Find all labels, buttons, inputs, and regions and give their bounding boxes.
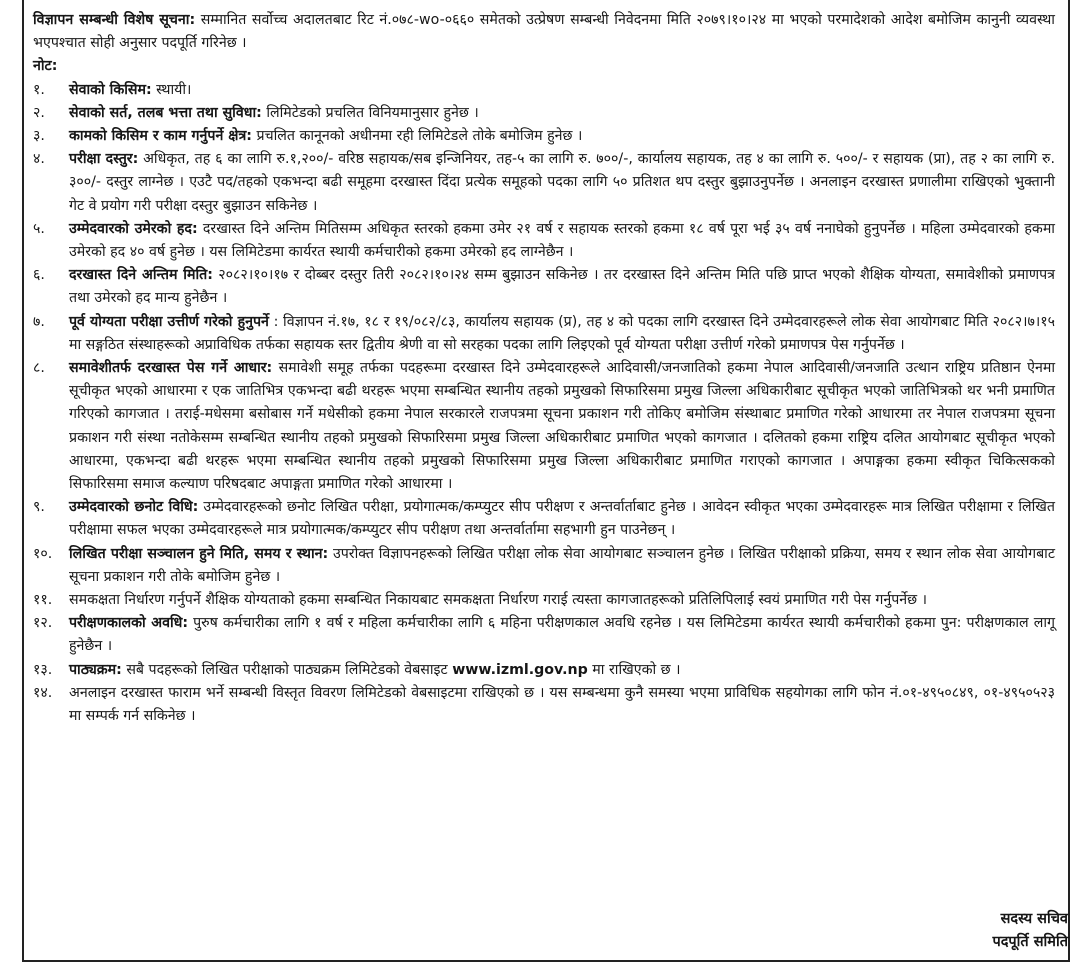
note-item-10 [33, 543, 1055, 589]
item-text: लिमिटेडको प्रचलित विनियमानुसार हुनेछ । [261, 104, 479, 121]
signature-block [993, 908, 1069, 954]
item-number: ५. [33, 220, 45, 237]
item-heading: उम्मेदवारको छनोट विधि: [69, 499, 199, 516]
note-item-4 [33, 148, 1055, 218]
note-label: नोट: [33, 58, 58, 75]
item-heading: उम्मेदवारको उमेरको हद: [69, 220, 198, 237]
item-heading: सेवाको किसिम: [69, 81, 152, 98]
item-number: ७. [33, 313, 45, 330]
item-number: ११. [33, 592, 53, 609]
note-item-11 [33, 589, 1055, 612]
signature-title: सदस्य सचिव [1000, 911, 1068, 927]
note-item-3 [33, 125, 1055, 148]
item-text: उम्मेदवारहरूको छनोट लिखित परीक्षा, प्रयोगात्मक/कम्प्युटर सीप परीक्षण र अन्तर्वार्ताबाट हुनेछ । आवेदन स्वीकृत भएका उम्मेदवारहरू मात्र लिखित परीक्षामा र लिखित परीक्षामा सफल भएका उम्मेदवारहरूले मात्र प्रयोगात्मक/कम्प्युटर सीप परीक्षण तथा अन्तर्वार्तामा सहभागी हुन पाउनेछन् । [69, 499, 1056, 539]
item-heading: कामको किसिम र काम गर्नुपर्ने क्षेत्र: [69, 128, 252, 145]
signature-committee: पदपूर्ति समिति [992, 934, 1068, 950]
note-item-1 [33, 79, 1055, 102]
item-text: दरखास्त दिने अन्तिम मितिसम्म अधिकृत स्तरको हकमा उमेर २१ वर्ष र सहायक स्तरको हकमा १८ वर्ष पूरा भई ३५ वर्ष ननाघेको हुनुपर्नेछ । महिला उम्मेदवारको हकमा उमेरको हद ४० वर्ष हुनेछ । यस लिमिटेडमा कार्यरत स्थायी कर्मचारीको हकमा उमेरको हद लाग्नेछैन । [69, 220, 1055, 261]
note-item-12 [33, 612, 1055, 658]
notice-body [33, 9, 1055, 728]
item-heading: लिखित परीक्षा सञ्चालन हुने मिति, समय र स्थान: [69, 545, 329, 562]
item-heading: दरखास्त दिने अन्तिम मिति: [69, 267, 213, 284]
special-notice-paragraph [33, 9, 1055, 55]
note-item-13 [33, 659, 1055, 682]
item-number: १. [33, 81, 45, 98]
item-text: पुरुष कर्मचारीका लागि १ वर्ष र महिला कर्मचारीका लागि ६ महिना परीक्षणकाल अवधि रहनेछ । यस लिमिटेडमा कार्यरत स्थायी कर्मचारीको हकमा पुन: परीक्षणकाल लागू हुनेछैन । [69, 615, 1055, 655]
item-heading: परीक्षा दस्तुर: [69, 151, 139, 168]
item-heading: परीक्षणकालको अवधि: [69, 615, 189, 632]
item-number: २. [33, 104, 45, 121]
item-number: ९. [33, 499, 45, 516]
item-number: ८. [33, 360, 45, 377]
note-list [33, 79, 1055, 729]
item-heading: पूर्व योग्यता परीक्षा उत्तीर्ण गरेको हुनुपर्ने [69, 313, 269, 330]
note-item-14 [33, 682, 1055, 728]
special-notice-text: सम्मानित सर्वोच्च अदालतबाट रिट नं.०७८-wo-०६६० समेतको उत्प्रेषण सम्बन्धी निवेदनमा मिति २०७९।१०।२४ मा भएको परमादेशको आदेश बमोजिम कानुनी व्यवस्था भएपश्चात सोही अनुसार पदपूर्ति गरिनेछ । [33, 12, 1055, 52]
item-text: समकक्षता निर्धारण गर्नुपर्ने शैक्षिक योग्यताको हकमा सम्बन्धित निकायबाट समकक्षता निर्धारण गराई त्यस्ता कागजातहरूको प्रतिलिपिलाई स्वयं प्रमाणित गरी पेस गर्नुपर्नेछ । [69, 592, 927, 609]
note-item-2 [33, 102, 1055, 125]
special-notice-heading: विज्ञापन सम्बन्धी विशेष सूचना: [33, 12, 196, 28]
item-number: १४. [33, 684, 53, 701]
item-heading: पाठ्यक्रम: [69, 661, 122, 678]
item-text: अनलाइन दरखास्त फाराम भर्ने सम्बन्धी विस्तृत विवरण लिमिटेडको वेबसाइटमा राखिएको छ । यस सम्बन्धमा कुनै समस्या भएमा प्राविधिक सहयोगका लागि फोन नं.०१-४९५०८४९, ०१-४९५०५२३ मा सम्पर्क गर्न सकिनेछ । [69, 684, 1055, 725]
item-text: अधिकृत, तह ६ का लागि रु.१,२००/- वरिष्ठ सहायक/सब इन्जिनियर, तह-५ का लागि रु. ७००/-, कार्यालय सहायक, तह ४ का लागि रु. ५००/- र सहायक (प्रा), तह २ का लागि रु. ३००/- दस्तुर लाग्नेछ । एउटै पद/तहको एकभन्दा बढी समूहमा दरखास्त दिंदा प्रत्येक समूहको पदका लागि ५० प्रतिशत थप दस्तुर बुझाउनुपर्नेछ । अनलाइन दरखास्त प्रणालीमा राखिएको भुक्तानी गेट वे प्रयोग गरी परीक्षा दस्तुर बुझाउन सकिनेछ । [69, 151, 1055, 214]
item-number: १२. [33, 615, 53, 632]
note-item-6 [33, 264, 1055, 310]
item-text: २०८२।१०।१७ र दोब्बर दस्तुर तिरी २०८२।१०।२४ सम्म बुझाउन सकिनेछ । तर दरखास्त दिने अन्तिम मिति पछि प्राप्त भएको शैक्षिक योग्यता, समावेशीको प्रमाणपत्र तथा उमेरको हद मान्य हुनेछैन । [69, 267, 1055, 307]
note-item-9 [33, 496, 1055, 542]
item-number: ४. [33, 151, 45, 168]
item-text: उपरोक्त विज्ञापनहरूको लिखित परीक्षा लोक सेवा आयोगबाट सञ्चालन हुनेछ । लिखित परीक्षाको प्रक्रिया, समय र स्थान लोक सेवा आयोगबाट सूचना प्रकाशन गरी तोके बमोजिम हुनेछ । [69, 545, 1055, 585]
item-number: ६. [33, 267, 45, 284]
website-link[interactable]: www.izml.gov.np [452, 661, 588, 678]
note-item-7 [33, 311, 1055, 357]
item-text: स्थायी। [151, 81, 192, 98]
item-heading: समावेशीतर्फ दरखास्त पेस गर्ने आधार: [69, 360, 273, 377]
item-text: : विज्ञापन नं.१७, १८ र १९/०८२/८३, कार्यालय सहायक (प्र), तह ४ को पदका लागि दरखास्त दिने उम्मेदवारहरूले लोक सेवा आयोगबाट मिति २०८२।७।१५ मा सङ्गठित संस्थाहरूको अप्राविधिक तर्फका सहायक स्तर द्वितीय श्रेणी वा सो सरहका पदका लागि लिइएको पूर्व योग्यता परीक्षा उत्तीर्ण गरेको प्रमाणपत्र पेस गर्नुपर्नेछ । [69, 313, 1055, 353]
item-text-tail: मा राखिएको छ । [587, 661, 681, 678]
item-heading: सेवाको सर्त, तलब भत्ता तथा सुविधा: [69, 104, 262, 121]
item-number: १३. [33, 661, 53, 678]
item-text: समावेशी समूह तर्फका पदहरूमा दरखास्त दिने उम्मेदवारहरूले आदिवासी/जनजातिको हकमा नेपाल आदिवासी/जनजाति उत्थान राष्ट्रिय प्रतिष्ठान ऐनमा सूचीकृत भएको आधारमा र एक जातिभित्र एकभन्दा बढी थरहरू भएमा सम्बन्धित स्थानीय तहको प्रमुखको सिफारिसमा प्रमुख जिल्ला अधिकारीबाट सूचीकृत भएको जातिभित्रको थर भनी प्रमाणित गरिएको कागजात । तराई-मधेसमा बसोबास गर्ने मधेसीको हकमा नेपाल सरकारले राजपत्रमा सूचना प्रकाशन गरी तोकिए बमोजिम संस्थाबाट प्रमाणित गरेको आधारमा तर नेपाल राजपत्रमा सूचना प्रकाशन गरी संस्था नतोकेसम्म सम्बन्धित स्थानीय तहको प्रमुखको सिफारिसमा प्रमुख जिल्ला अधिकारीबाट प्रमाणित भएको कागजात । दलितको हकमा राष्ट्रिय दलित आयोगबाट सूचीकृत भएको आधारमा, एकभन्दा बढी थरहरू भएमा सम्बन्धित स्थानीय तहको प्रमुखको सिफारिसमा प्रमुख जिल्ला अधिकारीबाट प्रमाणित गराएको कागजात । अपाङ्गका हकमा स्वीकृत चिकित्सकको सिफारिसमा समाज कल्याण परिषदबाट अपाङ्गता प्रमाणित गरेको आधारमा । [69, 360, 1055, 493]
item-text: प्रचलित कानूनको अधीनमा रही लिमिटेडले तोके बमोजिम हुनेछ । [251, 128, 583, 145]
note-item-8 [33, 357, 1055, 496]
item-number: ३. [33, 128, 45, 145]
note-item-5 [33, 218, 1055, 264]
item-text: सबै पदहरूको लिखित परीक्षाको पाठ्यक्रम लिमिटेडको वेबसाइट [121, 661, 453, 678]
item-number: १०. [33, 545, 53, 562]
